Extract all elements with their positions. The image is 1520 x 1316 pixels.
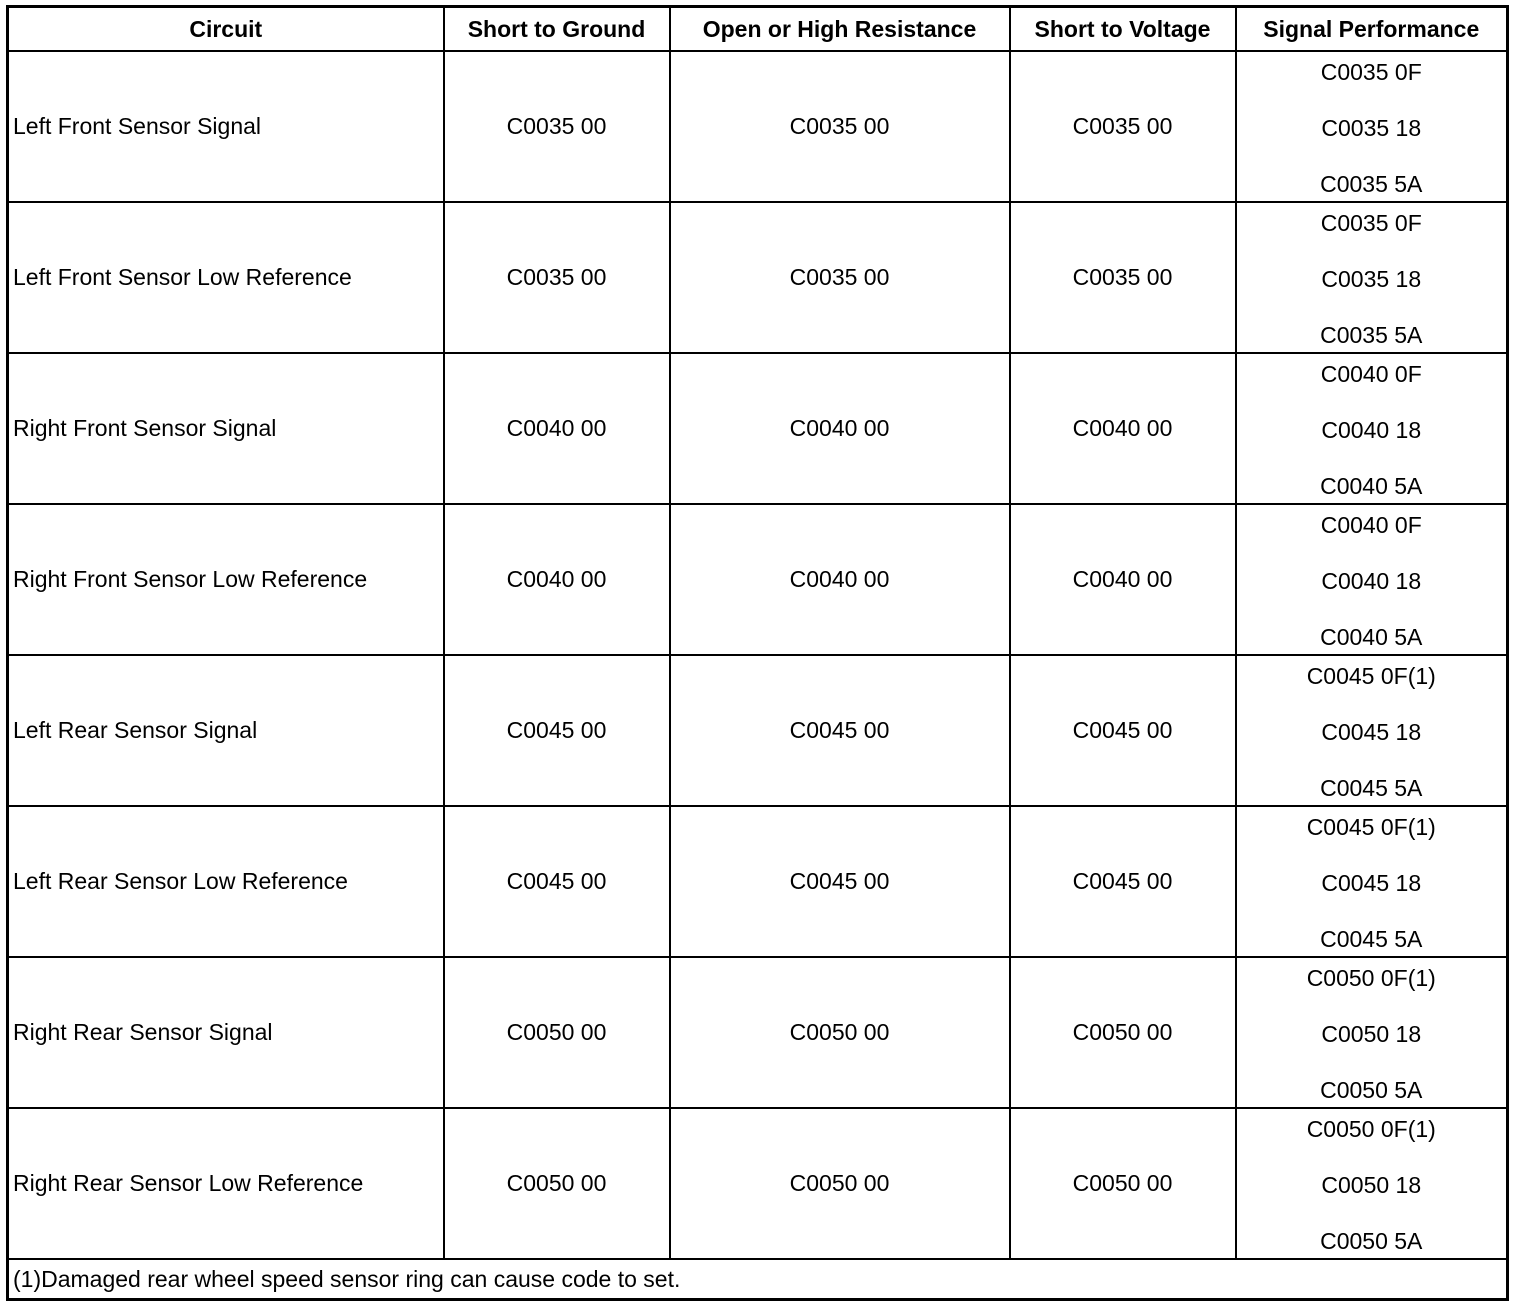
open-high-resistance-cell: C0045 00: [670, 806, 1010, 957]
signal-performance-cell: [1236, 957, 1508, 1108]
short-to-ground-cell: C0040 00: [444, 353, 670, 504]
signal-performance-code: C0050 18: [1321, 1172, 1422, 1198]
table-row: [8, 504, 1508, 655]
short-to-voltage-cell: C0035 00: [1010, 51, 1236, 202]
signal-performance-cell: [1236, 1108, 1508, 1259]
circuit-cell: Left Rear Sensor Signal: [8, 655, 444, 806]
signal-performance-code: C0040 5A: [1320, 473, 1423, 499]
signal-performance-code: C0045 5A: [1320, 926, 1423, 952]
circuit-cell: Right Rear Sensor Low Reference: [8, 1108, 444, 1259]
signal-performance-code: C0045 5A: [1320, 775, 1423, 801]
signal-performance-cell: [1236, 51, 1508, 202]
signal-performance-code: C0035 18: [1321, 266, 1422, 292]
table-row: [8, 202, 1508, 353]
header-signal-performance: Signal Performance: [1236, 7, 1508, 52]
signal-performance-code: C0045 18: [1321, 719, 1422, 745]
short-to-voltage-cell: C0040 00: [1010, 504, 1236, 655]
circuit-cell: Right Front Sensor Low Reference: [8, 504, 444, 655]
short-to-ground-cell: C0040 00: [444, 504, 670, 655]
signal-performance-code: C0035 18: [1321, 115, 1422, 141]
header-open-or-high-resistance: Open or High Resistance: [670, 7, 1010, 52]
circuit-cell: Left Rear Sensor Low Reference: [8, 806, 444, 957]
signal-performance-code: C0050 5A: [1320, 1228, 1423, 1254]
short-to-voltage-cell: C0045 00: [1010, 655, 1236, 806]
signal-performance-code: C0045 0F(1): [1306, 814, 1436, 840]
short-to-voltage-cell: C0050 00: [1010, 1108, 1236, 1259]
short-to-voltage-cell: C0045 00: [1010, 806, 1236, 957]
signal-performance-cell: [1236, 806, 1508, 957]
signal-performance-code: C0050 18: [1321, 1021, 1422, 1047]
short-to-voltage-cell: C0050 00: [1010, 957, 1236, 1108]
header-circuit: Circuit: [8, 7, 444, 52]
circuit-cell: Right Rear Sensor Signal: [8, 957, 444, 1108]
header-short-to-ground: Short to Ground: [444, 7, 670, 52]
signal-performance-code: C0035 5A: [1320, 322, 1423, 348]
signal-performance-code: C0050 0F(1): [1306, 1116, 1436, 1142]
header-row: [8, 7, 1508, 52]
header-short-to-voltage: Short to Voltage: [1010, 7, 1236, 52]
signal-performance-code: C0040 18: [1321, 417, 1422, 443]
open-high-resistance-cell: C0045 00: [670, 655, 1010, 806]
open-high-resistance-cell: C0035 00: [670, 51, 1010, 202]
short-to-ground-cell: C0045 00: [444, 655, 670, 806]
signal-performance-code: C0045 18: [1321, 870, 1422, 896]
short-to-voltage-cell: C0040 00: [1010, 353, 1236, 504]
table-row: [8, 51, 1508, 202]
short-to-voltage-cell: C0035 00: [1010, 202, 1236, 353]
short-to-ground-cell: C0045 00: [444, 806, 670, 957]
signal-performance-code: C0045 0F(1): [1306, 663, 1436, 689]
signal-performance-code: C0050 0F(1): [1306, 965, 1436, 991]
circuit-cell: Right Front Sensor Signal: [8, 353, 444, 504]
table-row: [8, 957, 1508, 1108]
signal-performance-code: C0040 5A: [1320, 624, 1423, 650]
open-high-resistance-cell: C0040 00: [670, 353, 1010, 504]
signal-performance-code: C0035 0F: [1320, 210, 1422, 236]
table-row: [8, 353, 1508, 504]
circuit-cell: Left Front Sensor Signal: [8, 51, 444, 202]
short-to-ground-cell: C0035 00: [444, 202, 670, 353]
signal-performance-code: C0040 0F: [1320, 512, 1422, 538]
signal-performance-code: C0040 18: [1321, 568, 1422, 594]
dtc-table: [6, 5, 1509, 1301]
signal-performance-code: C0050 5A: [1320, 1077, 1423, 1103]
circuit-cell: Left Front Sensor Low Reference: [8, 202, 444, 353]
open-high-resistance-cell: C0035 00: [670, 202, 1010, 353]
open-high-resistance-cell: C0050 00: [670, 957, 1010, 1108]
open-high-resistance-cell: C0050 00: [670, 1108, 1010, 1259]
footnote-row: [8, 1259, 1508, 1300]
signal-performance-cell: [1236, 655, 1508, 806]
table-row: [8, 1108, 1508, 1259]
table-row: [8, 806, 1508, 957]
table-row: [8, 655, 1508, 806]
short-to-ground-cell: C0035 00: [444, 51, 670, 202]
open-high-resistance-cell: C0040 00: [670, 504, 1010, 655]
short-to-ground-cell: C0050 00: [444, 1108, 670, 1259]
signal-performance-cell: [1236, 353, 1508, 504]
footnote: (1)Damaged rear wheel speed sensor ring can cause code to set.: [8, 1259, 1508, 1300]
signal-performance-code: C0035 5A: [1320, 171, 1423, 197]
short-to-ground-cell: C0050 00: [444, 957, 670, 1108]
signal-performance-cell: [1236, 504, 1508, 655]
signal-performance-code: C0035 0F: [1320, 59, 1422, 85]
signal-performance-cell: [1236, 202, 1508, 353]
signal-performance-code: C0040 0F: [1320, 361, 1422, 387]
